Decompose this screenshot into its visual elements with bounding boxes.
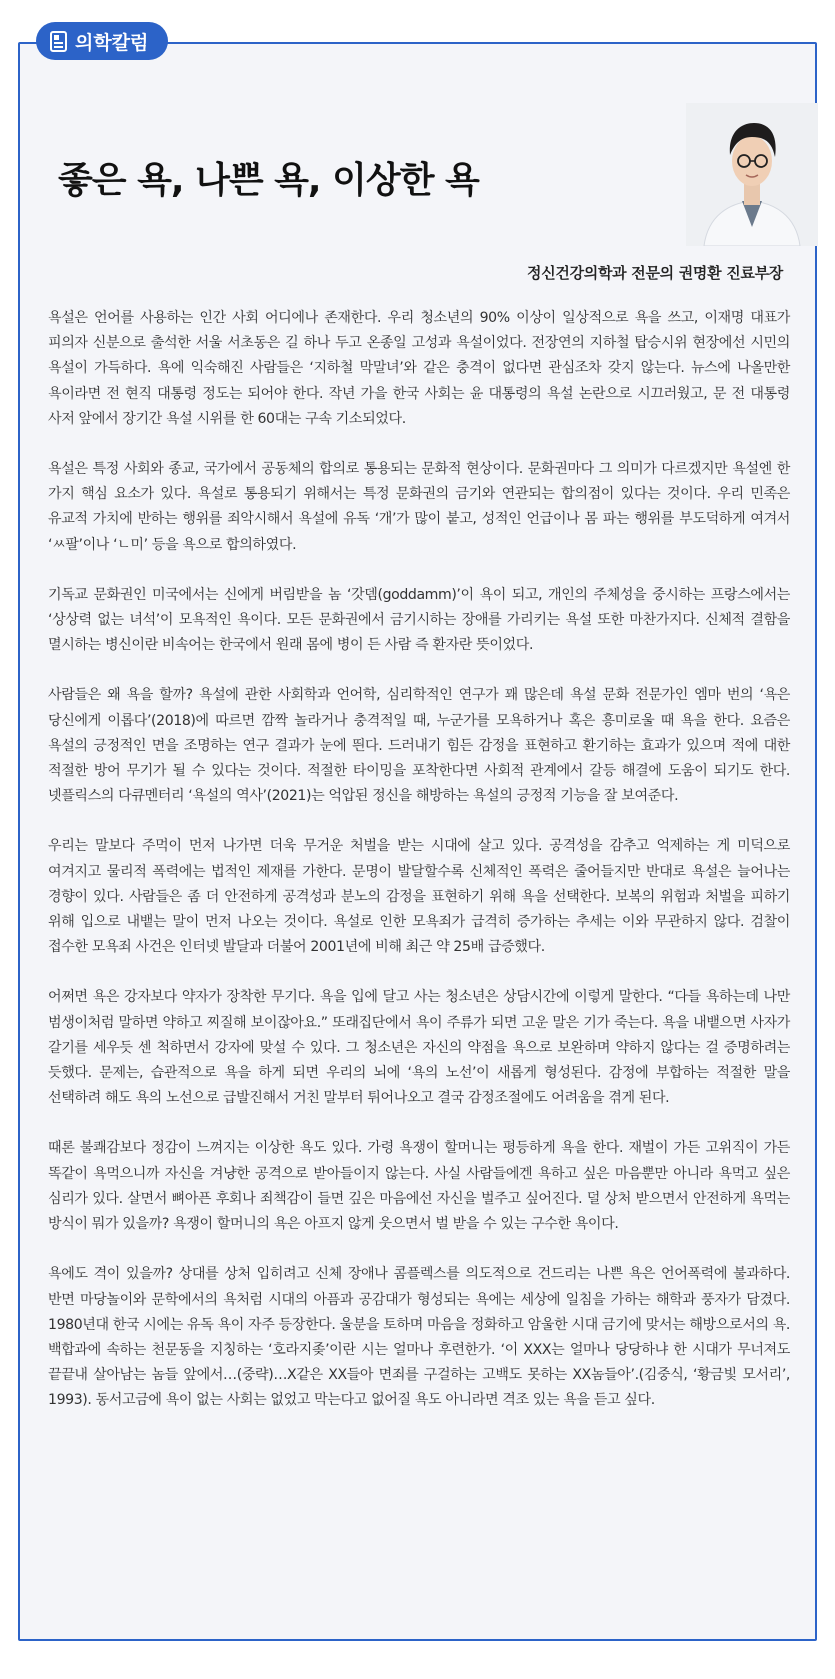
author-byline: 정신건강의학과 전문의 권명환 진료부장 — [527, 264, 783, 282]
section-badge — [36, 22, 168, 60]
paragraph: 어쩌면 욕은 강자보다 약자가 장착한 무기다. 욕을 입에 달고 사는 청소년은 상담시간에 이렇게 말한다. “다들 욕하는데 나만 범생이처럼 말하면 약하고 찌질해 보이잖아요.” 또래집단에서 욕이 주류가 되면 고운 말은 기가 죽는다. 욕을 내뱉으면 사자가 갈기를 세우듯 센 척하면서 강자에 맞설 수 있다. 그 청소년은 자신의 약점을 욕으로 보완하며 약하지 않다는 걸 증명하려는 듯했다. 문제는, 습관적으로 욕을 하게 되면 우리의 뇌에 ‘욕의 노선’이 새롭게 형성된다. 감정에 부합하는 적절한 말을 선택하려 해도 욕의 노선으로 급발진해서 거친 말부터 튀어나오고 결국 감정조절에도 어려움을 겪게 된다. — [48, 989, 790, 1107]
paragraph: 욕에도 격이 있을까? 상대를 상처 입히려고 신체 장애나 콤플렉스를 의도적으로 건드리는 나쁜 욕은 언어폭력에 불과하다. 반면 마당놀이와 문학에서의 욕처럼 시대의 아픔과 공감대가 형성되는 욕에는 세상에 일침을 가하는 해학과 풍자가 담겼다. 1980년대 한국 시에는 유독 욕이 자주 등장한다. 울분을 토하며 마음을 정화하고 암울한 시대 금기에 맞서는 해방으로서의 욕. 백합과에 속하는 천문동을 지칭하는 ‘호라지좆’이란 시는 얼마나 후련한가. ‘이 XXX는 얼마나 당당하냐 한 시대가 무너져도 끝끝내 살아남는 놈들 앞에서…(중략)…X같은 XX들아 면죄를 구걸하는 고백도 못하는 XX놈들아’.(김중식, ‘황금빛 모서리’, 1993). 동서고금에 욕이 없는 사회는 없었고 막는다고 없어질 욕도 아니라면 격조 있는 욕을 듣고 싶다. — [48, 1266, 791, 1409]
paragraph: 때론 불쾌감보다 정감이 느껴지는 이상한 욕도 있다. 가령 욕쟁이 할머니는 평등하게 욕을 한다. 재벌이 가든 고위직이 가든 똑같이 욕먹으니까 자신을 겨냥한 공격으로 받아들이지 않는다. 사실 사람들에겐 욕하고 싶은 마음뿐만 아니라 욕먹고 싶은 심리가 있다. 살면서 뼈아픈 후회나 죄책감이 들면 깊은 마음에선 자신을 벌주고 싶어진다. 덜 상처 받으면서 안전하게 욕먹는 방식이 뭐가 있을까? 욕쟁이 할머니의 욕은 아프지 않게 웃으면서 벌 받을 수 있는 구수한 욕이다. — [48, 1140, 790, 1233]
paragraph: 욕설은 언어를 사용하는 인간 사회 어디에나 존재한다. 우리 청소년의 90% 이상이 일상적으로 욕을 쓰고, 이재명 대표가 피의자 신분으로 출석한 서울 서초동은 길 하나 두고 온종일 고성과 욕설이었다. 전장연의 지하철 탑승시위 현장에선 시민의 욕설이 가득하다. 욕에 익숙해진 사람들은 ‘지하철 막말녀’와 같은 충격이 없다면 관심조차 갖지 않는다. 뉴스에 나올만한 욕이라면 전 현직 대통령 정도는 되어야 한다. 작년 가을 한국 사회는 윤 대통령의 욕설 논란으로 시끄러웠고, 문 전 대통령 사저 앞에서 장기간 욕설 시위를 한 60대는 구속 기소되었다. — [48, 310, 790, 427]
paragraph: 욕설은 특정 사회와 종교, 국가에서 공동체의 합의로 통용되는 문화적 현상이다. 문화권마다 그 의미가 다르겠지만 욕설엔 한 가지 핵심 요소가 있다. 욕설로 통용되기 위해서는 특정 문화권의 금기와 연관되는 합의점이 있다는 것이다. 우리 민족은 유교적 가치에 반하는 행위를 죄악시해서 욕설에 유독 ‘개’가 많이 붙고, 성적인 언급이나 몸 파는 행위를 부도덕하게 여겨서 ‘ㅆ팔’이나 ‘ㄴ미’ 등을 욕으로 합의하였다. — [48, 461, 790, 553]
paragraph: 사람들은 왜 욕을 할까? 욕설에 관한 사회학과 언어학, 심리학적인 연구가 꽤 많은데 욕설 문화 전문가인 엠마 번의 ‘욕은 당신에게 이롭다’(2018)에 따르면 깜짝 놀라거나 충격적일 때, 누군가를 모욕하거나 혹은 흥미로울 때 욕을 한다. 요즘은 욕설의 긍정적인 면을 조명하는 연구 결과가 눈에 띈다. 드러내기 힘든 감정을 표현하고 환기하는 효과가 있으며 적에 대한 적절한 방어 무기가 될 수 있다는 것이다. 적절한 타이밍을 포착한다면 사회적 관계에서 갈등 해결에 도움이 되기도 한다. 넷플릭스의 다큐멘터리 ‘욕설의 역사’(2021)는 억압된 정신을 해방하는 욕설의 긍정적 기능을 잘 보여준다. — [48, 687, 790, 805]
document-icon — [50, 31, 67, 52]
section-badge-label: 의학칼럼 — [75, 31, 149, 54]
paragraph: 기독교 문화권인 미국에서는 신에게 버림받을 놈 ‘갓뎀(goddamm)’이 욕이 되고, 개인의 주체성을 중시하는 프랑스에서는 ‘상상력 없는 녀석’이 모욕적인 욕이다. 모든 문화권에서 금기시하는 장애를 가리키는 욕설 또한 마찬가지다. 신체적 결함을 멸시하는 병신이란 비속어는 한국에서 원래 몸에 병이 든 사람 즉 환자란 뜻이었다. — [48, 586, 790, 654]
paragraph: 우리는 말보다 주먹이 먼저 나가면 더욱 무거운 처벌을 받는 시대에 살고 있다. 공격성을 감추고 억제하는 게 미덕으로 여겨지고 물리적 폭력에는 법적인 제재를 가한다. 문명이 발달할수록 신체적인 폭력은 줄어들지만 반대로 욕설은 늘어나는 경향이 있다. 사람들은 좀 더 안전하게 공격성과 분노의 감정을 표현하기 위해 욕을 선택한다. 보복의 위험과 처벌을 피하기 위해 입으로 내뱉는 말이 먼저 나오는 것이다. 욕설로 인한 모욕죄가 급격히 증가하는 추세는 이와 무관하지 않다. 검찰이 접수한 모욕죄 사건은 인터넷 발달과 더불어 2001년에 비해 최근 약 25배 급증했다. — [48, 838, 790, 956]
article-title: 좋은 욕, 나쁜 욕, 이상한 욕 — [58, 160, 479, 201]
author-photo — [686, 103, 818, 246]
article-body — [48, 306, 790, 1439]
